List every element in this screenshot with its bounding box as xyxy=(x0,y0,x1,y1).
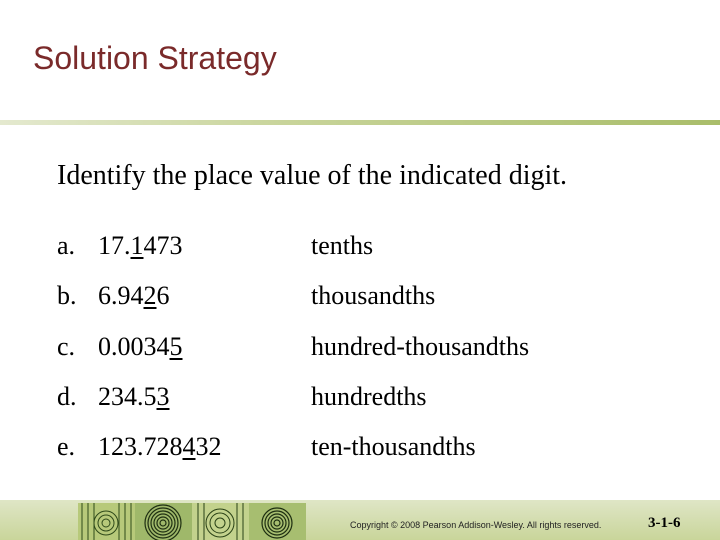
item-letter: e. xyxy=(57,432,76,461)
indicated-digit: 3 xyxy=(156,382,170,411)
indicated-digit: 4 xyxy=(182,432,196,461)
item-answer: tenths xyxy=(311,231,374,260)
item-letter: c. xyxy=(57,332,76,361)
item-answer: ten-thousandths xyxy=(311,432,476,461)
decorative-tiles xyxy=(78,503,306,540)
item-answer: hundred-thousandths xyxy=(311,332,530,361)
item-row xyxy=(57,329,697,369)
item-answer: thousandths xyxy=(311,281,436,310)
item-row xyxy=(57,228,697,268)
indicated-digit: 5 xyxy=(169,332,183,361)
item-row xyxy=(57,429,697,469)
instruction-text: Identify the place value of the indicated digit. xyxy=(57,160,568,191)
indicated-digit: 2 xyxy=(143,281,157,310)
slide-title: Solution Strategy xyxy=(33,40,277,76)
item-number: 0.00345 xyxy=(98,332,183,361)
item-row xyxy=(57,278,697,318)
item-letter: b. xyxy=(57,281,77,310)
item-number: 17.1473 xyxy=(98,231,183,260)
item-number: 6.9426 xyxy=(98,281,170,310)
slide-number: 3-1-6 xyxy=(648,515,681,531)
title-divider xyxy=(0,120,720,125)
spiral-tile-icon xyxy=(249,503,306,540)
indicated-digit: 1 xyxy=(130,231,144,260)
copyright-text: Copyright © 2008 Pearson Addison-Wesley. All rights reserved. xyxy=(350,520,602,530)
item-answer: hundredths xyxy=(311,382,427,411)
spiral-tile-icon xyxy=(192,503,249,540)
item-number: 123.728432 xyxy=(98,432,222,461)
item-letter: a. xyxy=(57,231,76,260)
spiral-tile-icon xyxy=(78,503,135,540)
item-letter: d. xyxy=(57,382,77,411)
spiral-tile-icon xyxy=(135,503,192,540)
item-row xyxy=(57,379,697,419)
item-number: 234.53 xyxy=(98,382,170,411)
